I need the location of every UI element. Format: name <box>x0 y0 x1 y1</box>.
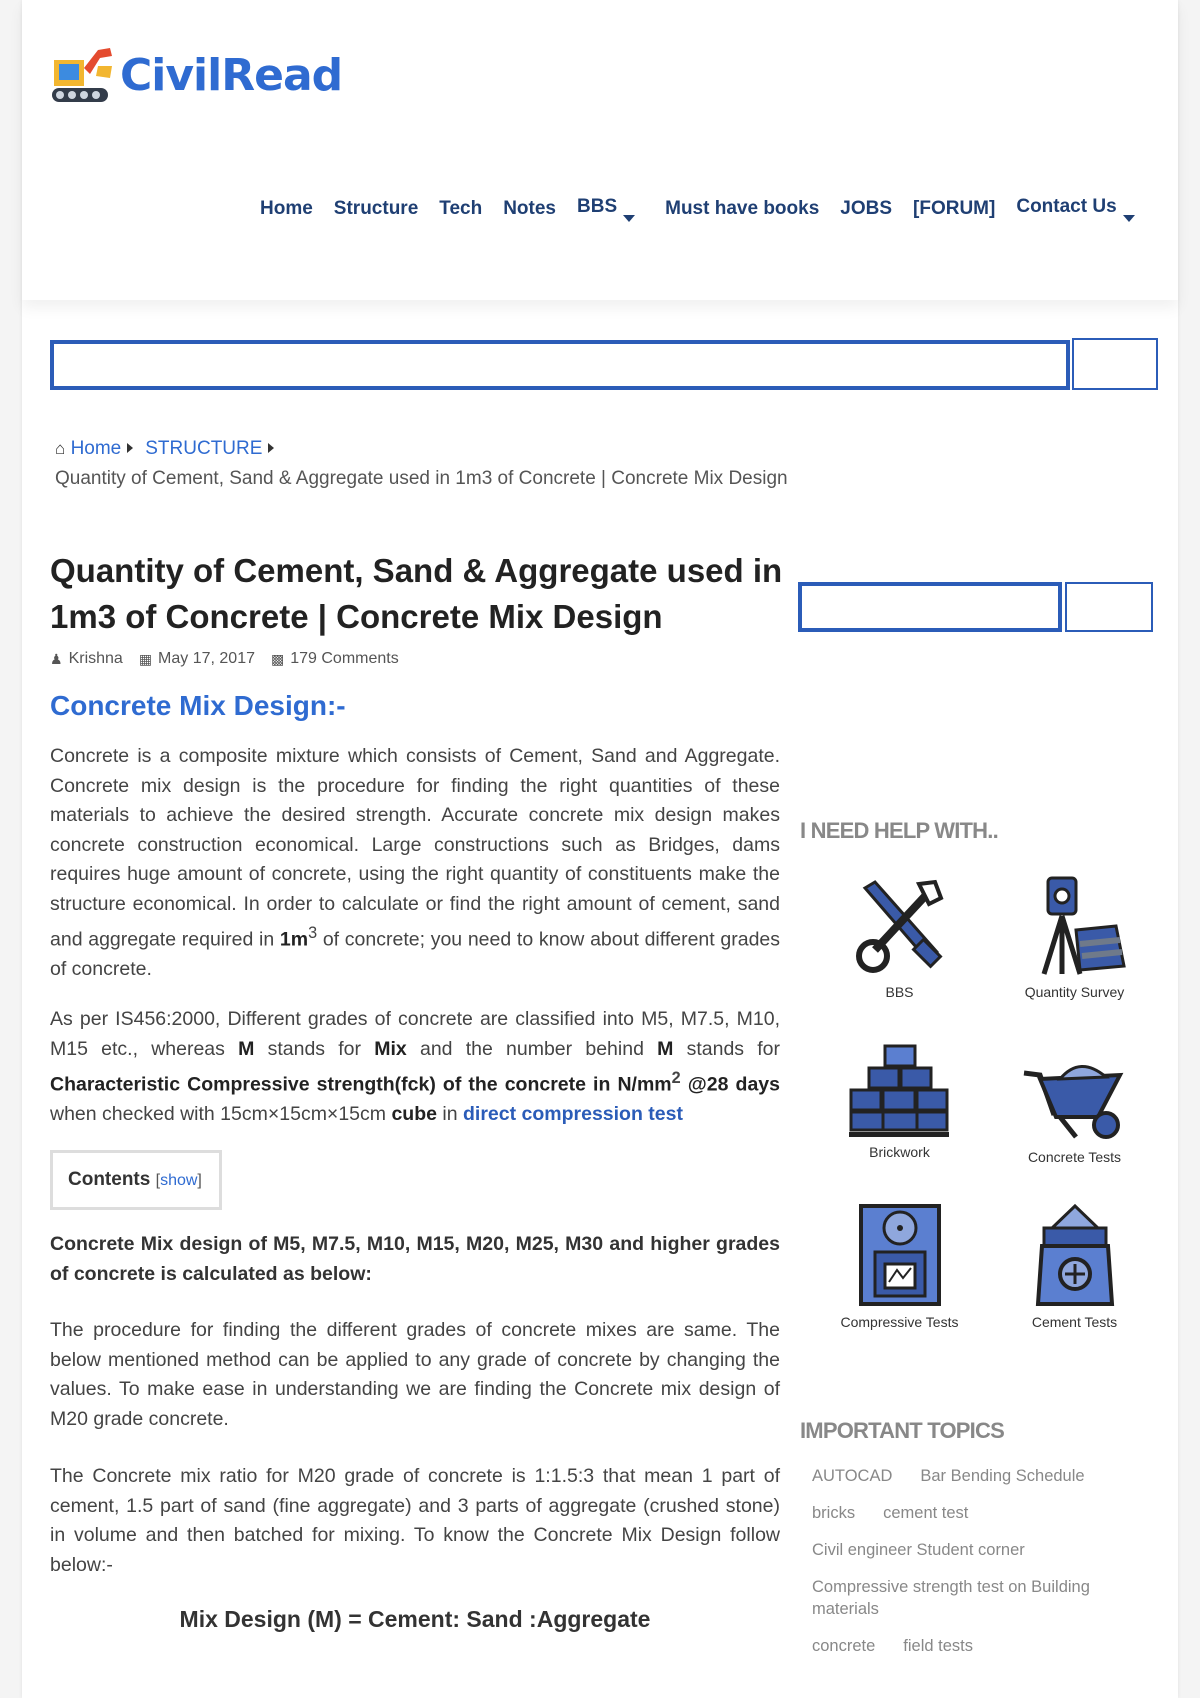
help-compressive-tests-label: Compressive Tests <box>840 1314 959 1330</box>
help-concrete-tests[interactable] <box>987 1045 1162 1165</box>
chevron-right-icon <box>268 443 274 453</box>
help-bbs-label: BBS <box>885 984 914 1000</box>
article-meta <box>50 650 415 668</box>
home-icon: ⌂ <box>55 439 66 458</box>
post-date: May 17, 2017 <box>158 650 255 667</box>
grades-paragraph: As per IS456:2000, Different grades of concrete are classified into M5, M7.5, M10, M15 etc., whereas M stands for Mix and the number behind M stands for Characteristic Compressive strength(fck) of the concrete in $N/mm^2$ @28 days when checked with 15cm×15cm×15cm cube in direct compression test <box>50 1008 781 1125</box>
survey-icon <box>1020 870 1130 980</box>
search-input[interactable] <box>50 340 1070 390</box>
help-bbs[interactable] <box>812 870 987 1000</box>
topic-tag[interactable]: Bar Bending Schedule <box>920 1467 1085 1485</box>
calendar-icon: ▦ <box>138 650 153 667</box>
page <box>22 0 1178 1698</box>
help-quantity-survey[interactable] <box>987 870 1162 1000</box>
compression-test-link[interactable]: direct compression test <box>462 1103 683 1125</box>
author-link[interactable]: Krishna <box>68 650 123 667</box>
intro-paragraph: Concrete is a composite mixture which consists of Cement, Sand and Aggregate. Concrete mix design is the procedure for finding the right quantities of these materials to achieve the desired strength. Accurate concrete mix design makes concrete construction economical. Large constructions such as Bridges, dams requires huge amount of concrete, using the right quantity of constituents make the structure economical. In order to calculate or find the right amount of cement, sand and aggregate required in $1m^3$ of concrete; you need to know about different grades of concrete. <box>50 745 781 980</box>
brand-name: CivilRead <box>120 49 343 101</box>
cement-bag-icon <box>1020 1200 1130 1310</box>
breadcrumb-structure[interactable]: STRUCTURE <box>145 438 263 459</box>
nav-notes[interactable]: Notes <box>503 198 556 219</box>
topics-cloud <box>812 1465 1162 1672</box>
topic-tag[interactable]: cement test <box>883 1504 969 1522</box>
topic-tag[interactable]: Civil engineer Student corner <box>812 1541 1025 1559</box>
help-grid <box>812 870 1162 1340</box>
nav-books[interactable]: Must have books <box>665 198 820 219</box>
help-heading: I NEED HELP WITH.. <box>800 818 998 843</box>
help-concrete-tests-label: Concrete Tests <box>1027 1149 1122 1165</box>
topics-heading: IMPORTANT TOPICS <box>800 1418 1004 1443</box>
contents-show-link[interactable]: show <box>160 1172 198 1189</box>
mix-design-formula: Mix Design (M) = Cement: Sand :Aggregate <box>179 1606 651 1632</box>
topic-tag[interactable]: bricks <box>812 1504 856 1522</box>
breadcrumb-current: Quantity of Cement, Sand & Aggregate used in 1m3 of Concrete | Concrete Mix Design <box>55 468 788 489</box>
contents-label: Contents <box>68 1169 151 1190</box>
main-nav <box>260 196 1156 222</box>
help-quantity-survey-label: Quantity Survey <box>1024 984 1125 1000</box>
nav-jobs[interactable]: JOBS <box>840 198 893 219</box>
nav-home[interactable]: Home <box>260 198 313 219</box>
help-brickwork[interactable] <box>812 1040 987 1160</box>
comments-link[interactable]: 179 Comments <box>290 650 399 667</box>
topic-tag[interactable]: concrete <box>812 1637 876 1655</box>
sidebar-search-input[interactable] <box>798 582 1062 632</box>
search-button[interactable] <box>1072 338 1158 390</box>
procedure-paragraph: The procedure for finding the different grades of concrete mixes are same. The below mentioned method can be applied to any grade of concrete by changing the values. To make ease in understanding we are finding the Concrete mix design of M20 grade concrete. <box>50 1319 780 1430</box>
caret-down-icon <box>1123 215 1135 222</box>
site-logo[interactable] <box>50 40 342 110</box>
breadcrumb-home[interactable]: Home <box>70 438 122 459</box>
help-brickwork-label: Brickwork <box>869 1144 930 1160</box>
topic-tag[interactable]: AUTOCAD <box>812 1467 893 1485</box>
mix-ratio-paragraph: The Concrete mix ratio for M20 grade of concrete is 1:1.5:3 that mean 1 part of cement, 1.5 part of sand (fine aggregate) and 3 parts of aggregate (crushed stone) in volume and then batched for mixing. To know the Concrete Mix Design follow below:- <box>50 1465 780 1576</box>
section-heading: Concrete Mix Design:- <box>50 690 346 721</box>
compression-machine-icon <box>845 1200 955 1310</box>
caret-down-icon <box>623 215 635 222</box>
chevron-right-icon <box>127 443 133 453</box>
tools-icon <box>845 870 955 980</box>
comments-icon: ▩ <box>271 650 285 667</box>
nav-forum[interactable]: [FORUM] <box>913 198 996 219</box>
article-title: Quantity of Cement, Sand & Aggregate used in 1m3 of Concrete | Concrete Mix Design <box>50 552 783 635</box>
help-cement-tests-label: Cement Tests <box>1031 1314 1118 1330</box>
wheelbarrow-icon <box>1020 1045 1130 1145</box>
topic-tag[interactable]: field tests <box>903 1637 973 1655</box>
breadcrumb <box>55 434 795 494</box>
user-icon: ♟ <box>50 650 63 667</box>
nav-contact[interactable]: Contact Us <box>1016 196 1134 222</box>
topic-tag[interactable]: Compressive strength test on Building materials <box>812 1578 1090 1618</box>
nav-tech[interactable]: Tech <box>439 198 483 219</box>
site-header <box>22 0 1178 300</box>
bricks-icon <box>845 1040 955 1140</box>
excavator-logo-icon <box>50 44 116 106</box>
table-of-contents: Contents [show] <box>50 1150 222 1210</box>
nav-bbs[interactable]: BBS <box>577 196 635 222</box>
nav-structure[interactable]: Structure <box>333 198 419 219</box>
grades-intro-paragraph: Concrete Mix design of M5, M7.5, M10, M15, M20, M25, M30 and higher grades of concrete is calculated as below: <box>50 1233 780 1285</box>
sidebar-search-button[interactable] <box>1065 582 1153 632</box>
help-compressive-tests[interactable] <box>812 1200 987 1330</box>
help-cement-tests[interactable] <box>987 1200 1162 1330</box>
